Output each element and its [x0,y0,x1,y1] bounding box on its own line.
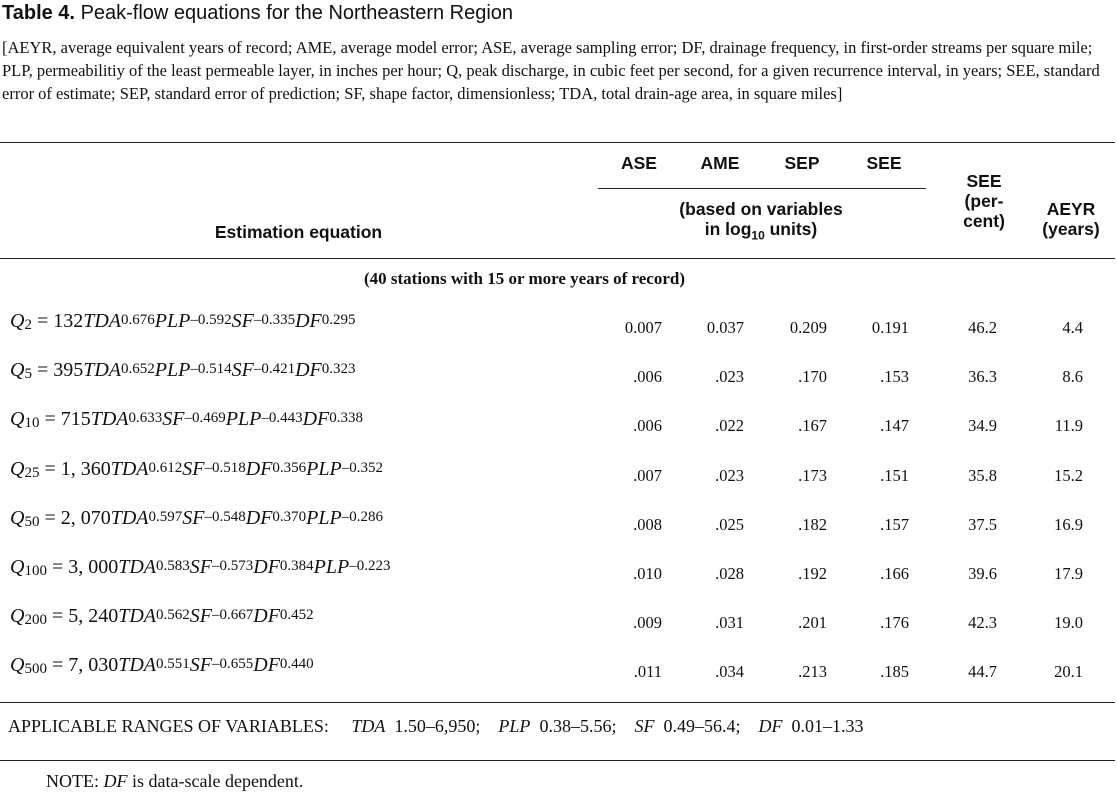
equation-variable: TDA [110,506,149,529]
equation-variable: SF [231,359,254,382]
equation-exponent: –0.667 [212,607,254,624]
equation-equals: = [46,556,69,578]
equation-variable: PLP [306,457,342,480]
cell-see-pct: 44.7 [968,662,997,682]
equation-variable: TDA [83,310,122,332]
equation-symbol: Q [10,506,25,529]
range-value: 0.01–1.33 [782,716,864,736]
table-title [2,2,513,25]
equation-variable: TDA [83,359,122,382]
header-aeyr [1030,199,1112,239]
equation-q200 [10,605,314,628]
header-equation: Estimation equation [214,222,383,242]
equation-exponent: –0.518 [204,459,246,476]
equation-exponent: 0.583 [156,558,190,574]
equation-recurrence-subscript: 25 [24,464,40,481]
equation-equals: = [31,359,54,382]
cell-sep: 0.209 [789,318,827,337]
abbreviations-note: [AEYR, average equivalent years of record; AME, average model error; ASE, average sampling error; DF, drainage frequency, in first-order streams per square mile; PLP, permeabilitiy of the least permeable layer, in inches per hour; Q, peak discharge, in cubic feet per second, for a given recurrence interval, in years; SEE, standard error of estimate; SEP, standard error of prediction; SF, shape factor, dimensionless; TDA, total drain-age area, in square miles] [2,38,1100,103]
equation-recurrence-subscript: 200 [24,612,47,629]
equation-exponent: –0.352 [341,459,383,476]
cell-see: 0.191 [871,318,909,337]
equation-variable: DF [253,605,280,628]
cell-see: .176 [880,613,909,633]
cell-see-pct: 46.2 [968,318,997,337]
cell-sep: .201 [798,613,827,633]
cell-aeyr: 19.0 [1054,613,1083,633]
equation-symbol: Q [10,310,25,332]
top-rule [0,142,1115,143]
equation-variable: PLP [313,556,350,578]
header-log-note-text: in log [704,219,752,239]
cell-see: .151 [880,465,909,485]
range-value: 0.38–5.56; [530,716,617,736]
cell-sep: .170 [798,367,827,387]
equation-exponent: 0.597 [148,508,183,525]
equation-q5 [10,359,355,382]
footnote-variable: DF [103,771,128,791]
header-log-note-line1: (based on variables [679,199,843,219]
equation-variable: PLP [306,506,342,529]
header-ase: ASE [621,153,657,173]
cell-ase: .007 [633,465,662,485]
cell-see: .157 [880,514,909,534]
cell-sep: .173 [798,465,827,485]
cell-see-pct: 35.8 [968,465,997,485]
equation-exponent: –0.655 [212,656,254,673]
equation-equals: = [31,310,54,332]
cell-ame: .025 [715,514,744,534]
header-aeyr-line1: AEYR [1046,199,1096,219]
equation-constant: 1, 360 [60,457,111,480]
header-aeyr-line2: (years) [1042,219,1100,239]
equation-variable: SF [189,605,212,628]
cell-ame: .023 [715,367,744,387]
equation-variable: DF [295,359,322,382]
cell-aeyr: 20.1 [1054,662,1083,682]
cell-aeyr: 8.6 [1062,367,1083,387]
header-sep: SEP [784,153,820,173]
cell-aeyr: 17.9 [1054,564,1083,583]
range-spacer [333,716,351,736]
equation-exponent: 0.323 [321,361,356,378]
range-variable: TDA [351,716,386,736]
equation-symbol: Q [10,605,25,628]
equation-recurrence-subscript: 100 [24,563,47,579]
equation-q50 [10,507,383,530]
range-items [333,716,863,736]
equation-q25 [10,458,383,481]
equation-variable: SF [189,654,212,677]
equation-q2 [10,310,355,333]
equation-symbol: Q [10,457,25,480]
header-see-percent-line3: cent) [963,211,1005,231]
cell-see: .153 [880,367,909,387]
equation-symbol: Q [10,359,25,382]
header-see-percent-line2: (per- [964,191,1004,211]
equation-q10 [10,408,363,431]
equation-variable: TDA [118,556,157,578]
equation-exponent: –0.421 [253,361,296,378]
cell-ame: 0.037 [706,318,744,337]
cell-see-pct: 34.9 [968,416,997,436]
cell-see: .185 [880,662,909,682]
equation-variable: DF [245,457,273,480]
range-variable: PLP [498,716,531,736]
equation-exponent: –0.443 [261,410,303,427]
cell-aeyr: 11.9 [1054,416,1083,436]
equation-constant: 132 [53,310,84,332]
header-bottom-rule [0,258,1115,259]
body-bottom-rule [0,702,1115,703]
equation-variable: TDA [118,605,157,628]
footnote-text: is data-scale dependent. [132,771,304,791]
range-spacer [740,716,758,736]
equation-exponent: 0.562 [156,607,190,624]
cell-sep: .192 [798,564,827,583]
equation-variable: DF [295,310,322,332]
equation-equals: = [39,506,61,529]
cell-see-pct: 42.3 [968,613,997,633]
stat-group-rule [598,188,926,189]
equation-exponent: –0.592 [190,312,232,328]
equation-recurrence-subscript: 10 [24,415,40,432]
cell-aeyr: 4.4 [1062,318,1083,337]
cell-sep: .182 [798,514,827,534]
cell-ame: .022 [715,416,744,436]
equation-equals: = [46,605,69,628]
equation-symbol: Q [10,654,25,677]
equation-variable: SF [162,408,185,431]
equation-exponent: 0.338 [329,410,363,427]
cell-ase: .010 [633,564,662,583]
equation-variable: SF [189,556,212,578]
equation-exponent: 0.652 [121,361,155,378]
equation-equals: = [39,408,61,431]
header-log-note [600,199,922,246]
equation-variable: DF [253,556,280,578]
equation-exponent: 0.452 [279,607,314,624]
cell-sep: .213 [798,662,827,682]
ranges-label: APPLICABLE RANGES OF VARIABLES: [8,716,329,736]
cell-ame: .028 [715,564,744,583]
equation-exponent: 0.676 [121,312,155,328]
cell-see-pct: 36.3 [968,367,997,387]
footnote-prefix: NOTE: [46,771,99,791]
header-see: SEE [866,153,902,173]
equation-exponent: 0.612 [148,459,183,476]
equation-constant: 395 [53,359,84,382]
equation-exponent: –0.514 [190,361,232,378]
equation-constant: 7, 030 [68,654,119,677]
equation-variable: TDA [90,408,129,431]
applicable-ranges [8,716,863,737]
equation-variable: TDA [110,457,149,480]
equation-equals: = [39,457,61,480]
equation-variable: PLP [154,310,191,332]
range-value: 0.49–56.4; [654,716,741,736]
ranges-bottom-rule [0,760,1115,761]
equation-exponent: 0.295 [321,312,356,328]
equation-variable: DF [245,506,273,529]
cell-ase: .009 [633,613,662,633]
equation-exponent: 0.633 [128,410,163,427]
equation-constant: 3, 000 [68,556,119,578]
equation-exponent: –0.469 [184,410,226,427]
equation-exponent: 0.551 [156,656,190,673]
equation-exponent: 0.384 [279,558,314,574]
cell-ame: .023 [715,465,744,485]
station-group-label: (40 stations with 15 or more years of record) [363,269,686,288]
equation-variable: DF [253,654,280,677]
cell-sep: .167 [798,416,827,436]
cell-ase: .006 [633,367,662,387]
range-variable: SF [634,716,655,736]
equation-variable: SF [182,506,205,529]
range-spacer [616,716,634,736]
equation-variable: SF [182,457,205,480]
equation-q100 [10,556,390,579]
equation-exponent: –0.573 [212,558,254,574]
cell-ame: .031 [715,613,744,633]
range-variable: DF [758,716,783,736]
cell-aeyr: 16.9 [1054,514,1083,534]
range-value: 1.50–6,950; [385,716,481,736]
equation-q500 [10,654,314,677]
range-spacer [480,716,498,736]
equation-exponent: –0.286 [341,508,383,525]
cell-ase: .008 [633,514,662,534]
equation-variable: SF [231,310,254,332]
equation-constant: 5, 240 [68,605,119,628]
equation-variable: PLP [154,359,191,382]
table-number: Table 4. [2,2,75,24]
cell-see: .166 [880,564,909,583]
header-ame: AME [700,153,740,173]
equation-exponent: –0.548 [204,508,246,525]
header-log-note-line2 [600,219,922,246]
cell-ase: 0.007 [624,318,662,337]
equation-constant: 715 [60,408,91,431]
cell-see-pct: 37.5 [968,514,997,534]
equation-variable: PLP [225,408,262,431]
equation-constant: 2, 070 [60,506,111,529]
equation-recurrence-subscript: 5 [24,366,32,383]
header-see-percent [945,171,1023,231]
equation-variable: TDA [118,654,157,677]
equation-exponent: 0.356 [272,459,307,476]
equation-exponent: 0.440 [279,656,314,673]
equation-symbol: Q [10,556,25,578]
cell-ame: .034 [715,662,744,682]
equation-exponent: –0.223 [349,558,391,574]
equation-recurrence-subscript: 50 [24,513,40,530]
cell-ase: .006 [633,416,662,436]
table-caption: Peak-flow equations for the Northeastern Region [80,2,514,24]
equation-recurrence-subscript: 500 [24,661,47,678]
equation-exponent: –0.335 [253,312,296,328]
header-log-note-subscript: 10 [751,228,765,243]
equation-variable: DF [302,408,330,431]
equation-symbol: Q [10,408,25,431]
header-see-percent-line1: SEE [966,171,1002,191]
cell-see-pct: 39.6 [968,564,997,583]
equation-exponent: 0.370 [272,508,307,525]
cell-aeyr: 15.2 [1054,465,1083,485]
header-log-note-text-end: units) [764,219,818,239]
cell-ase: .011 [633,662,662,682]
equation-equals: = [46,654,69,677]
equation-recurrence-subscript: 2 [24,317,32,333]
footnote [46,771,303,792]
cell-see: .147 [880,416,909,436]
